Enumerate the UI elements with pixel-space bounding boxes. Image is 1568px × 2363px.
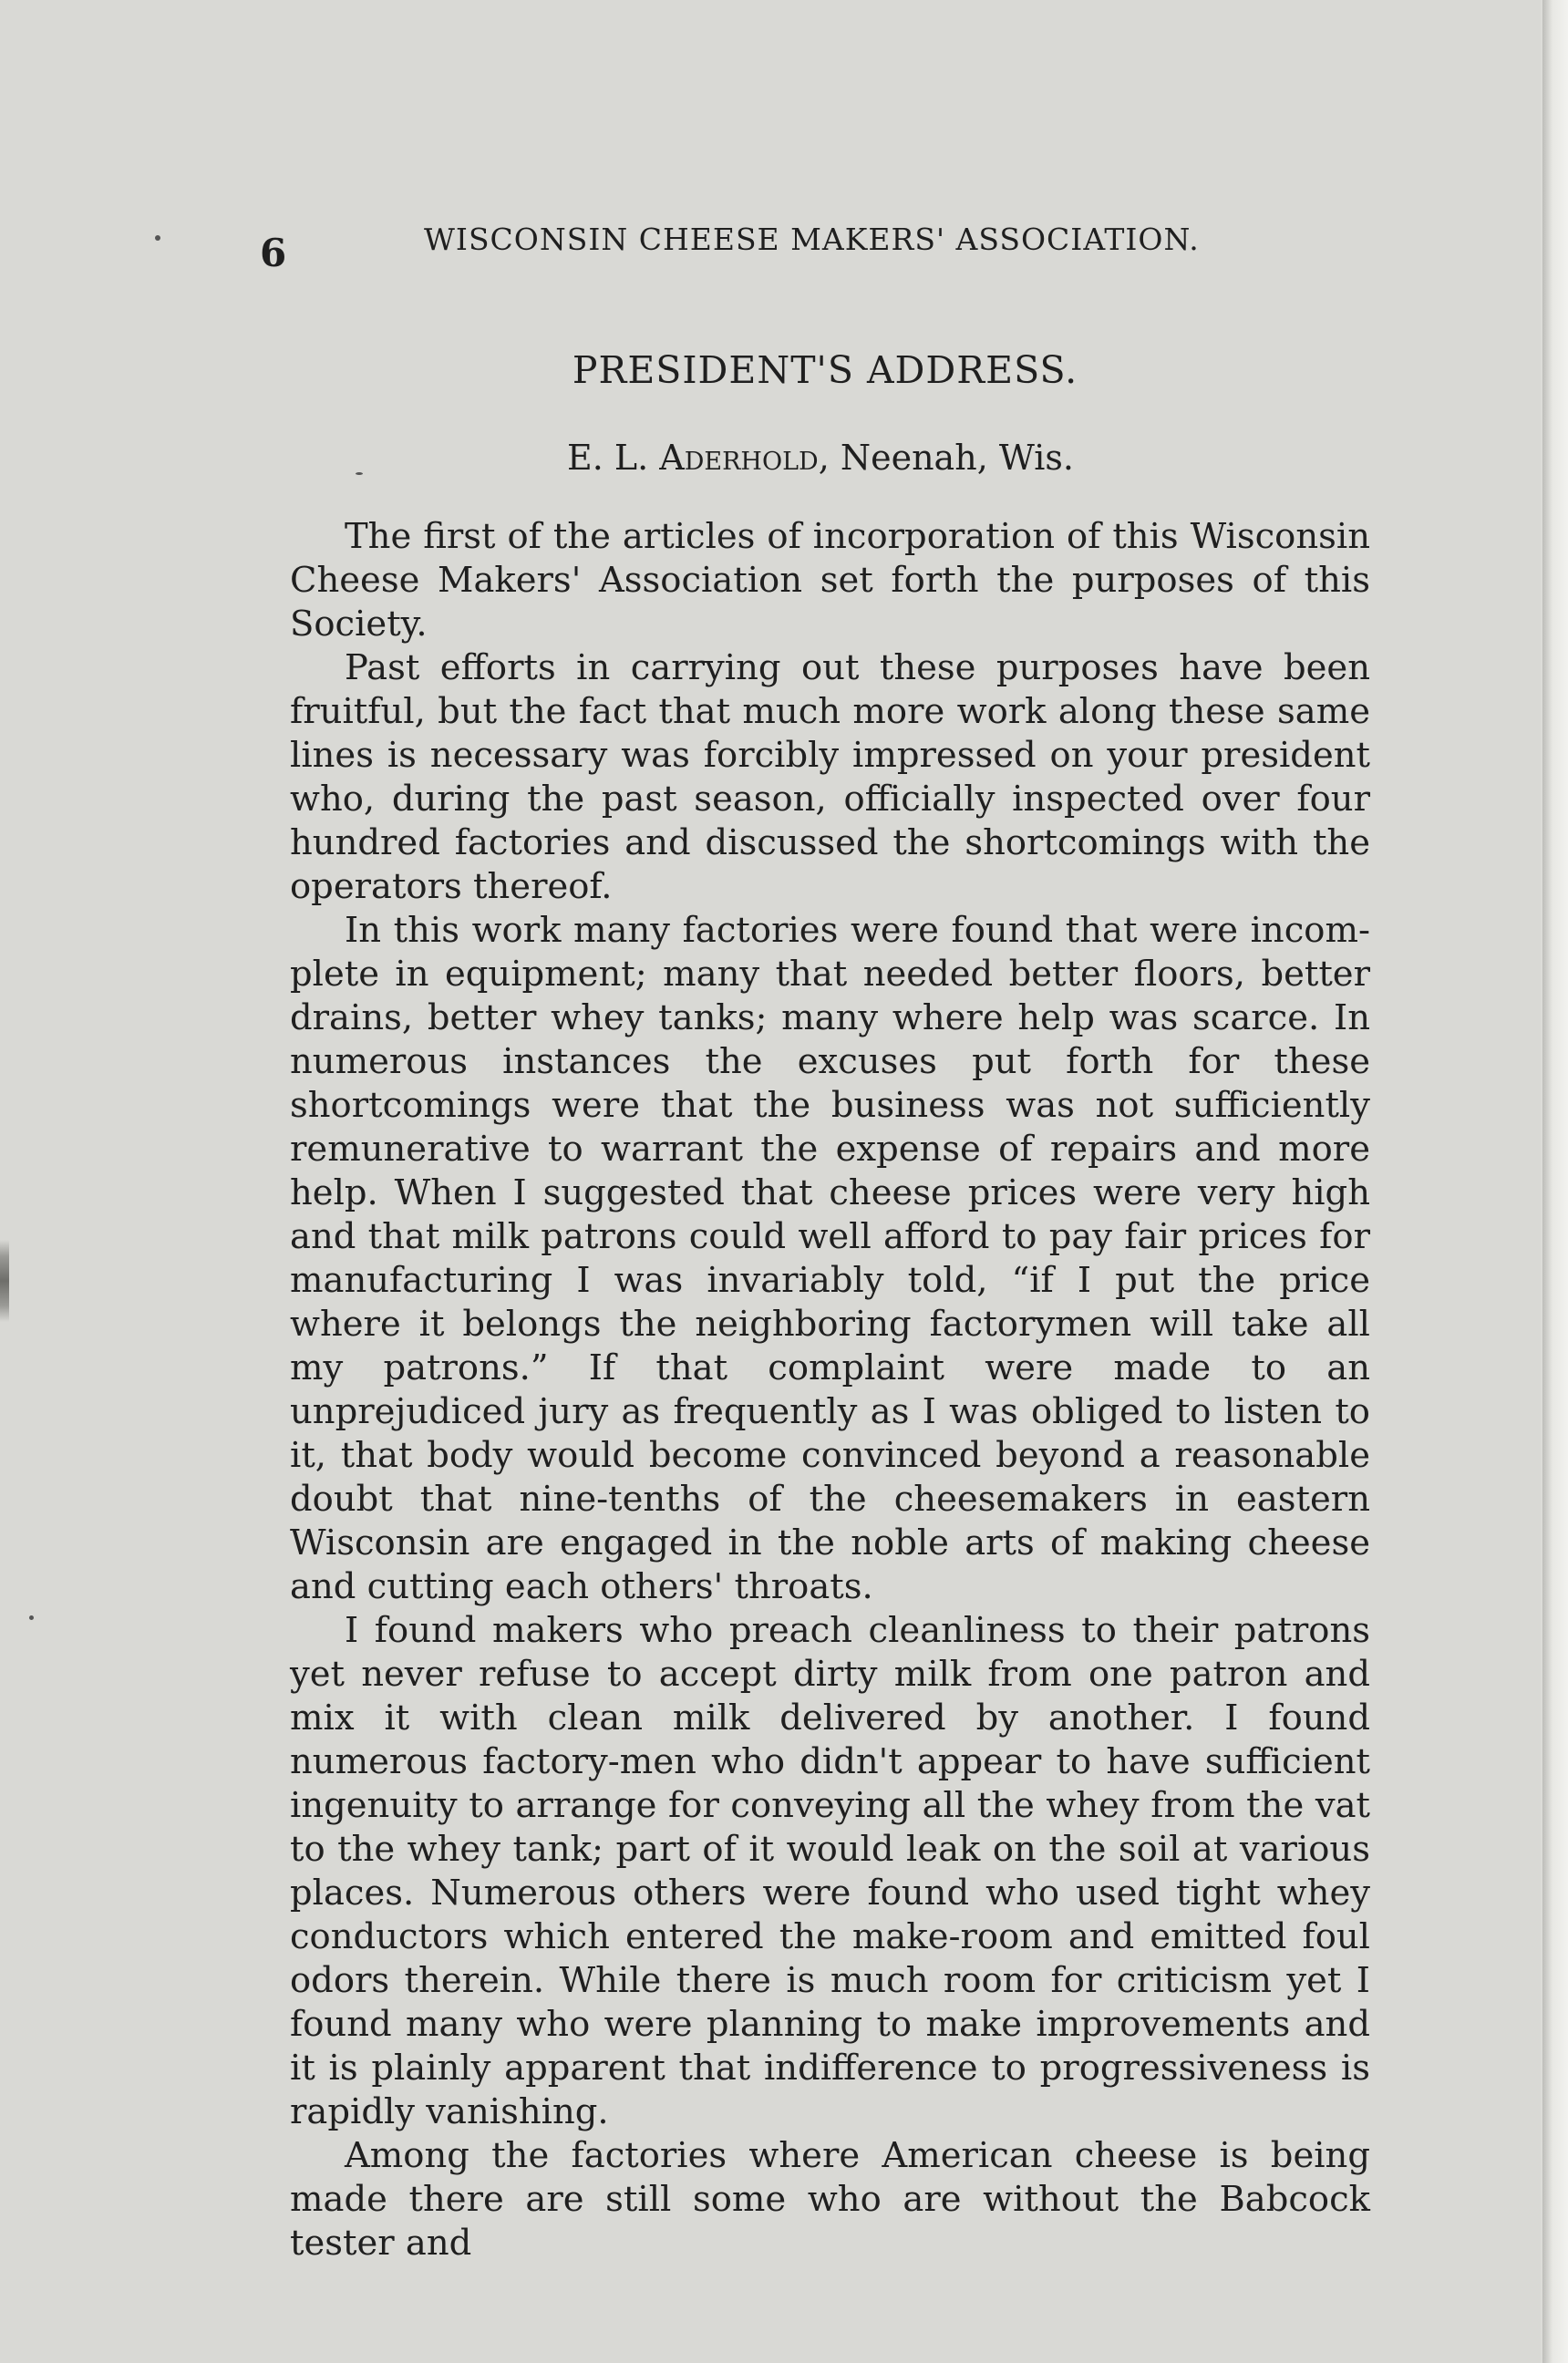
running-header [260,212,1226,275]
author-line [0,438,1568,478]
article-title: PRESIDENT'S ADDRESS. [572,348,1078,392]
paragraph: Among the factories where American cheese is being made there are still some who are without the Babcock tester and [290,2135,1370,2264]
binding-shadow [0,1240,9,1322]
paragraph: Past efforts in carrying out these purposes have been fruitful, but the fact that much more work along these same lines is necessary was forcibly impressed on your president who, during the past season, officially inspected over four hundred factories and discussed the shortcomings with the operators thereof. [290,647,1370,907]
paragraph: The first of the articles of incorporation of this Wisconsin Cheese Makers' Association set forth the purposes of this Society. [290,516,1370,645]
scan-speck [155,235,160,241]
page-number: 6 [260,231,287,275]
scan-speck [29,1615,34,1620]
paragraph: In this work many factories were found that were incomplete in equipment; many that needed better floors, better drains, better whey tanks; many where help was scarce. In numerous instances the excuses put forth for these shortcomings were that the business was not sufficiently remunerative to warrant the expense of repairs and more help. When I suggested that cheese prices were very high and that milk patrons could well afford to pay fair prices for manufacturing I was invariably told, “if I put the price where it belongs the neighboring factorymen will take all my patrons.” If that complaint were made to an unprejudiced jury as frequently as I was obliged to listen to it, that body would become convinced beyond a reasonable doubt that nine-tenths of the cheesemakers in eastern Wisconsin are engaged in the noble arts of making cheese and cutting each others' throats. [290,910,1370,1607]
scan-speck [356,472,363,475]
page-edge [1542,0,1568,2363]
article-body [290,515,1370,2265]
running-title: WISCONSIN CHEESE MAKERS' ASSOCIATION. [424,222,1200,257]
author-name: E. L. Aderhold [567,438,819,478]
paragraph: I found makers who preach cleanliness to their patrons yet never refuse to accept dirty milk from one patron and mix it with clean milk delivered by another. I found numerous factory-men who didn't appear to have sufficient ingenuity to arrange for conveying all the whey from the vat to the whey tank; part of it would leak on the soil at various places. Numerous others were found who used tight whey conductors which entered the make-room and emitted foul odors therein. While there is much room for criticism yet I found many who were planning to make improvements and it is plainly apparent that indifference to progressiveness is rapidly vanishing. [290,1610,1370,2132]
author-location: , Neenah, Wis. [818,438,1074,478]
